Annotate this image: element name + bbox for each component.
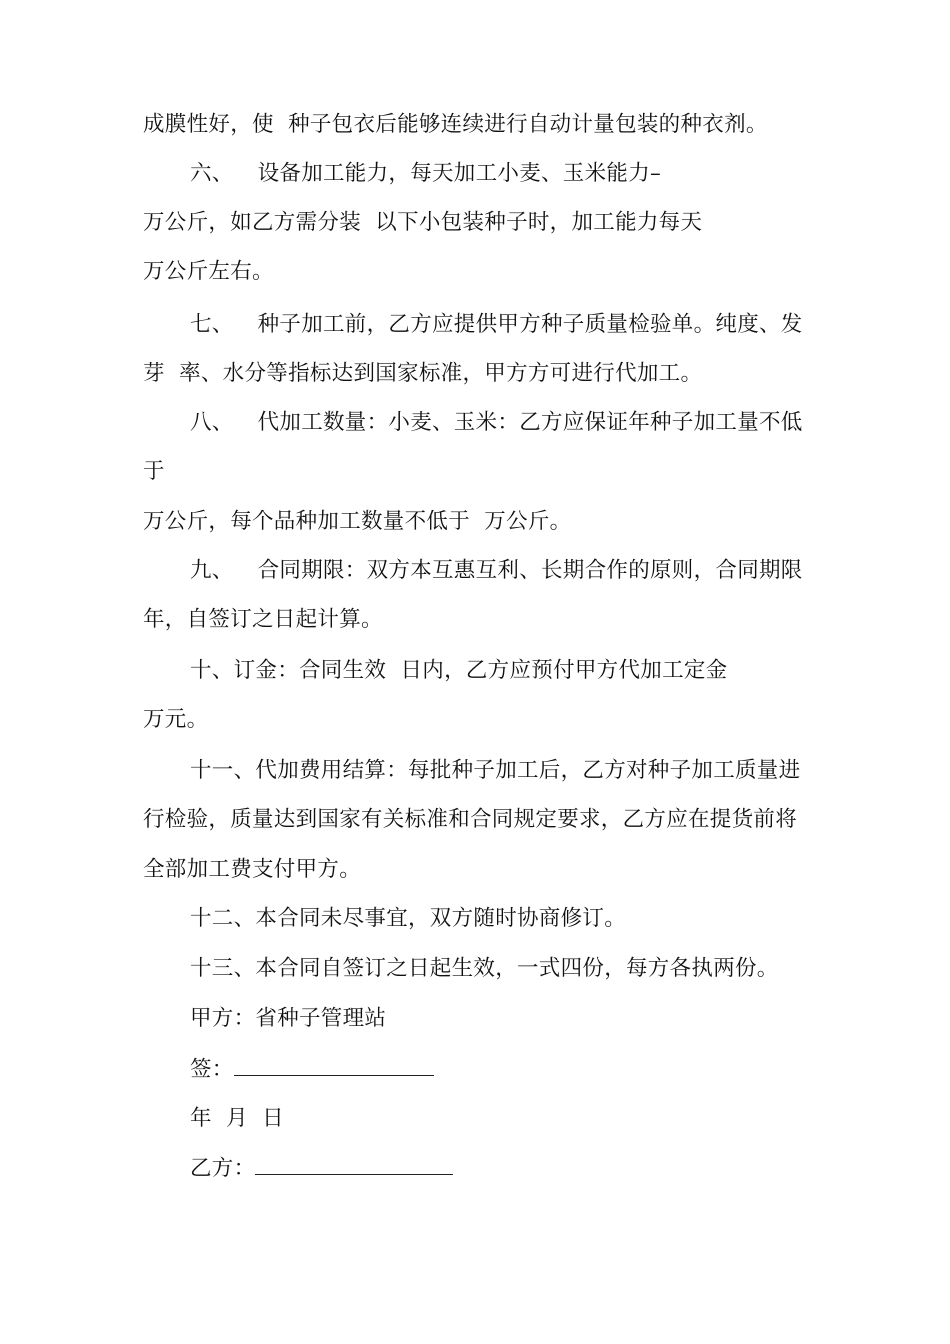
paragraph-line: 芽 率、水分等指标达到国家标准，甲方方可进行代加工。 — [143, 361, 703, 386]
paragraph-line: 全部加工费支付甲方。 — [143, 857, 362, 882]
party-a-line: 甲方：省种子管理站 — [190, 1006, 387, 1031]
clause-number: 七、 — [190, 312, 234, 337]
clause-text: 代加工数量：小麦、玉米：乙方应保证年种子加工量不低 — [257, 410, 803, 435]
clause-seven-line — [190, 310, 803, 340]
clause-text: 合同期限：双方本互惠互利、长期合作的原则，合同期限 — [257, 558, 803, 583]
clause-number: 六、 — [190, 161, 234, 186]
party-b-blank — [255, 1156, 453, 1175]
signature-blank — [234, 1057, 434, 1076]
date-line: 年 月 日 — [190, 1106, 284, 1131]
party-b-line — [190, 1154, 453, 1184]
paragraph-line: 年，自签订之日起计算。 — [143, 607, 383, 632]
paragraph-line: 万公斤，如乙方需分装 以下小包装种子时，加工能力每天 — [143, 210, 703, 235]
paragraph-line: 万公斤，每个品种加工数量不低于 万公斤。 — [143, 509, 572, 534]
paragraph-line: 行检验，质量达到国家有关标准和合同规定要求，乙方应在提货前将 — [143, 807, 798, 832]
clause-text: 种子加工前，乙方应提供甲方种子质量检验单。纯度、发 — [257, 312, 803, 337]
clause-twelve-line: 十二、本合同未尽事宜，双方随时协商修订。 — [190, 906, 627, 931]
clause-number: 九、 — [190, 558, 234, 583]
party-b-label: 乙方： — [190, 1156, 256, 1181]
signature-label: 签： — [190, 1057, 234, 1082]
clause-nine-line — [190, 556, 803, 586]
clause-thirteen-line: 十三、本合同自签订之日起生效，一式四份，每方各执两份。 — [190, 956, 779, 981]
paragraph-line: 成膜性好，使 种子包衣后能够连续进行自动计量包装的种衣剂。 — [143, 112, 768, 137]
paragraph-line: 万元。 — [143, 707, 209, 732]
clause-six-line — [190, 159, 661, 189]
clause-ten-line: 十、订金：合同生效 日内，乙方应预付甲方代加工定金 — [190, 658, 728, 683]
clause-number: 八、 — [190, 410, 234, 435]
signature-line — [190, 1055, 434, 1085]
clause-text: 设备加工能力，每天加工小麦、玉米能力– — [257, 161, 662, 186]
clause-eleven-line: 十一、代加费用结算：每批种子加工后，乙方对种子加工质量进 — [190, 758, 801, 783]
paragraph-line: 于 — [143, 459, 165, 484]
paragraph-line: 万公斤左右。 — [143, 259, 274, 284]
clause-eight-line — [190, 408, 803, 438]
